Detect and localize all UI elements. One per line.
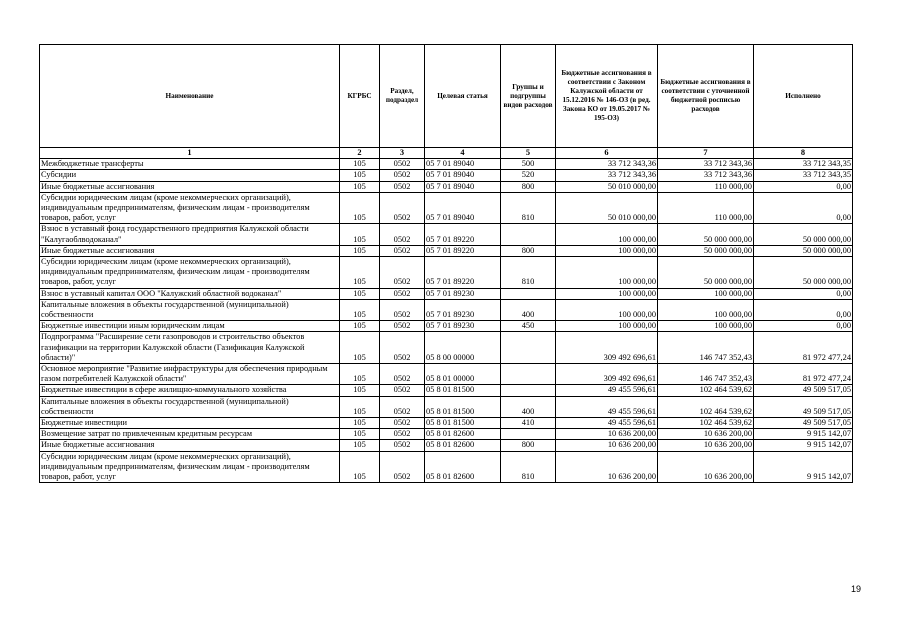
table-row — [40, 170, 853, 181]
row-executed-amount: 50 000 000,00 — [754, 224, 853, 245]
row-law-amount: 49 455 596,61 — [556, 418, 658, 429]
table-row — [40, 418, 853, 429]
row-kgrbs: 105 — [340, 332, 380, 364]
row-name: Взнос в уставный капитал ООО "Калужский областной водоканал" — [40, 288, 340, 299]
row-target-article: 05 7 01 89220 — [425, 257, 501, 289]
row-razdel: 0502 — [380, 299, 425, 320]
row-expense-group — [501, 429, 556, 440]
row-razdel: 0502 — [380, 170, 425, 181]
row-expense-group: 500 — [501, 159, 556, 170]
row-name: Взнос в уставный фонд государственного предприятия Калужской области "Калугаоблводоканал" — [40, 224, 340, 245]
row-name: Субсидии юридическим лицам (кроме некоммерческих организаций), индивидуальным предпринимателям, физическим лицам - производителям товаров, работ, услуг — [40, 451, 340, 483]
table-row — [40, 299, 853, 320]
row-executed-amount: 81 972 477,24 — [754, 364, 853, 385]
row-razdel: 0502 — [380, 224, 425, 245]
row-kgrbs: 105 — [340, 257, 380, 289]
row-razdel: 0502 — [380, 288, 425, 299]
row-law-amount: 100 000,00 — [556, 224, 658, 245]
row-law-amount: 33 712 343,36 — [556, 170, 658, 181]
table-row — [40, 159, 853, 170]
row-executed-amount: 33 712 343,35 — [754, 159, 853, 170]
row-refined-amount: 110 000,00 — [658, 192, 754, 224]
row-target-article: 05 7 01 89220 — [425, 224, 501, 245]
page-number: 19 — [851, 584, 862, 594]
row-expense-group: 800 — [501, 181, 556, 192]
row-target-article: 05 8 00 00000 — [425, 332, 501, 364]
row-razdel: 0502 — [380, 385, 425, 396]
row-razdel: 0502 — [380, 364, 425, 385]
row-expense-group — [501, 332, 556, 364]
row-executed-amount: 49 509 517,05 — [754, 418, 853, 429]
table-row — [40, 321, 853, 332]
row-law-amount: 33 712 343,36 — [556, 159, 658, 170]
row-law-amount: 10 636 200,00 — [556, 429, 658, 440]
row-kgrbs: 105 — [340, 288, 380, 299]
row-law-amount: 309 492 696,61 — [556, 332, 658, 364]
row-kgrbs: 105 — [340, 224, 380, 245]
budget-execution-table — [39, 44, 853, 483]
row-kgrbs: 105 — [340, 451, 380, 483]
row-razdel: 0502 — [380, 440, 425, 451]
table-header-row — [40, 45, 853, 148]
row-refined-amount: 102 464 539,62 — [658, 396, 754, 417]
table-row — [40, 429, 853, 440]
row-executed-amount: 81 972 477,24 — [754, 332, 853, 364]
table-row — [40, 440, 853, 451]
row-target-article: 05 7 01 89040 — [425, 159, 501, 170]
row-expense-group: 410 — [501, 418, 556, 429]
row-name: Бюджетные инвестиции — [40, 418, 340, 429]
row-kgrbs: 105 — [340, 396, 380, 417]
row-target-article: 05 7 01 89230 — [425, 321, 501, 332]
row-name: Возмещение затрат по привлеченным кредитным ресурсам — [40, 429, 340, 440]
row-name: Иные бюджетные ассигнования — [40, 440, 340, 451]
row-refined-amount: 10 636 200,00 — [658, 429, 754, 440]
row-refined-amount: 50 000 000,00 — [658, 245, 754, 256]
row-expense-group: 810 — [501, 192, 556, 224]
column-number: 6 — [556, 148, 658, 159]
row-expense-group — [501, 224, 556, 245]
row-kgrbs: 105 — [340, 429, 380, 440]
row-refined-amount: 146 747 352,43 — [658, 332, 754, 364]
row-expense-group: 400 — [501, 396, 556, 417]
header-razdel: Раздел, подраздел — [380, 45, 425, 148]
row-name: Субсидии юридическим лицам (кроме некоммерческих организаций), индивидуальным предпринимателям, физическим лицам - производителям товаров, работ, услуг — [40, 192, 340, 224]
row-refined-amount: 50 000 000,00 — [658, 224, 754, 245]
row-target-article: 05 7 01 89040 — [425, 170, 501, 181]
row-razdel: 0502 — [380, 396, 425, 417]
row-expense-group: 450 — [501, 321, 556, 332]
row-refined-amount: 146 747 352,43 — [658, 364, 754, 385]
row-refined-amount: 102 464 539,62 — [658, 418, 754, 429]
row-kgrbs: 105 — [340, 245, 380, 256]
column-number: 7 — [658, 148, 754, 159]
row-target-article: 05 7 01 89220 — [425, 245, 501, 256]
row-executed-amount: 9 915 142,07 — [754, 440, 853, 451]
row-refined-amount: 100 000,00 — [658, 321, 754, 332]
table-body — [40, 148, 853, 483]
table-row — [40, 364, 853, 385]
row-expense-group: 800 — [501, 245, 556, 256]
row-kgrbs: 105 — [340, 364, 380, 385]
table-row — [40, 332, 853, 364]
row-refined-amount: 100 000,00 — [658, 288, 754, 299]
row-kgrbs: 105 — [340, 385, 380, 396]
row-expense-group: 520 — [501, 170, 556, 181]
row-razdel: 0502 — [380, 245, 425, 256]
row-law-amount: 100 000,00 — [556, 245, 658, 256]
table-row — [40, 288, 853, 299]
column-number: 1 — [40, 148, 340, 159]
row-executed-amount: 50 000 000,00 — [754, 245, 853, 256]
row-razdel: 0502 — [380, 181, 425, 192]
row-target-article: 05 7 01 89040 — [425, 181, 501, 192]
column-number: 5 — [501, 148, 556, 159]
row-law-amount: 100 000,00 — [556, 299, 658, 320]
row-expense-group — [501, 364, 556, 385]
table-row — [40, 224, 853, 245]
row-target-article: 05 7 01 89230 — [425, 288, 501, 299]
row-kgrbs: 105 — [340, 418, 380, 429]
header-csr: Целевая статья — [425, 45, 501, 148]
table-row — [40, 385, 853, 396]
row-razdel: 0502 — [380, 451, 425, 483]
column-number-row — [40, 148, 853, 159]
row-kgrbs: 105 — [340, 181, 380, 192]
row-executed-amount: 0,00 — [754, 181, 853, 192]
row-refined-amount: 10 636 200,00 — [658, 451, 754, 483]
row-target-article: 05 8 01 82600 — [425, 429, 501, 440]
row-law-amount: 10 636 200,00 — [556, 440, 658, 451]
row-name: Подпрограмма "Расширение сети газопроводов и строительство объектов газификации на территории Калужской области (Газификация Калужской области)" — [40, 332, 340, 364]
row-target-article: 05 8 01 82600 — [425, 451, 501, 483]
row-refined-amount: 33 712 343,36 — [658, 159, 754, 170]
row-razdel: 0502 — [380, 321, 425, 332]
row-refined-amount: 10 636 200,00 — [658, 440, 754, 451]
row-razdel: 0502 — [380, 332, 425, 364]
header-kgrbs: КГРБС — [340, 45, 380, 148]
row-law-amount: 50 010 000,00 — [556, 181, 658, 192]
row-name: Субсидии юридическим лицам (кроме некоммерческих организаций), индивидуальным предпринимателям, физическим лицам - производителям товаров, работ, услуг — [40, 257, 340, 289]
row-law-amount: 50 010 000,00 — [556, 192, 658, 224]
row-law-amount: 100 000,00 — [556, 321, 658, 332]
row-executed-amount: 0,00 — [754, 321, 853, 332]
row-executed-amount: 9 915 142,07 — [754, 451, 853, 483]
table-row — [40, 257, 853, 289]
row-target-article: 05 8 01 82600 — [425, 440, 501, 451]
table-row — [40, 245, 853, 256]
row-refined-amount: 102 464 539,62 — [658, 385, 754, 396]
row-name: Капитальные вложения в объекты государственной (муниципальной) собственности — [40, 396, 340, 417]
row-law-amount: 10 636 200,00 — [556, 451, 658, 483]
row-name: Субсидии — [40, 170, 340, 181]
row-razdel: 0502 — [380, 192, 425, 224]
row-executed-amount: 0,00 — [754, 299, 853, 320]
row-executed-amount: 0,00 — [754, 288, 853, 299]
row-kgrbs: 105 — [340, 159, 380, 170]
column-number: 2 — [340, 148, 380, 159]
row-kgrbs: 105 — [340, 192, 380, 224]
row-kgrbs: 105 — [340, 440, 380, 451]
table-row — [40, 396, 853, 417]
row-expense-group: 810 — [501, 257, 556, 289]
header-refined: Бюджетные ассигнования в соответствии с уточненной бюджетной росписью расходов — [658, 45, 754, 148]
row-name: Межбюджетные трансферты — [40, 159, 340, 170]
row-expense-group: 810 — [501, 451, 556, 483]
row-refined-amount: 100 000,00 — [658, 299, 754, 320]
row-name: Бюджетные инвестиции иным юридическим лицам — [40, 321, 340, 332]
row-target-article: 05 7 01 89040 — [425, 192, 501, 224]
row-executed-amount: 0,00 — [754, 192, 853, 224]
header-law: Бюджетные ассигнования в соответствии с Законом Калужской области от 15.12.2016 № 146-ОЗ (в ред. Закона КО от 19.05.2017 № 195-ОЗ) — [556, 45, 658, 148]
row-executed-amount: 49 509 517,05 — [754, 385, 853, 396]
row-target-article: 05 8 01 81500 — [425, 418, 501, 429]
row-razdel: 0502 — [380, 159, 425, 170]
row-razdel: 0502 — [380, 257, 425, 289]
row-executed-amount: 9 915 142,07 — [754, 429, 853, 440]
row-kgrbs: 105 — [340, 299, 380, 320]
row-name: Капитальные вложения в объекты государственной (муниципальной) собственности — [40, 299, 340, 320]
row-name: Иные бюджетные ассигнования — [40, 181, 340, 192]
row-target-article: 05 8 01 00000 — [425, 364, 501, 385]
column-number: 4 — [425, 148, 501, 159]
row-razdel: 0502 — [380, 418, 425, 429]
row-executed-amount: 50 000 000,00 — [754, 257, 853, 289]
column-number: 8 — [754, 148, 853, 159]
row-law-amount: 100 000,00 — [556, 257, 658, 289]
row-kgrbs: 105 — [340, 321, 380, 332]
row-razdel: 0502 — [380, 429, 425, 440]
row-expense-group — [501, 288, 556, 299]
header-name: Наименование — [40, 45, 340, 148]
header-vr: Группы и подгруппы видов расходов — [501, 45, 556, 148]
row-target-article: 05 8 01 81500 — [425, 396, 501, 417]
row-law-amount: 309 492 696,61 — [556, 364, 658, 385]
row-law-amount: 100 000,00 — [556, 288, 658, 299]
row-target-article: 05 7 01 89230 — [425, 299, 501, 320]
row-name: Иные бюджетные ассигнования — [40, 245, 340, 256]
row-expense-group — [501, 385, 556, 396]
row-name: Бюджетные инвестиции в сфере жилищно-коммунального хозяйства — [40, 385, 340, 396]
row-kgrbs: 105 — [340, 170, 380, 181]
row-law-amount: 49 455 596,61 — [556, 396, 658, 417]
row-refined-amount: 33 712 343,36 — [658, 170, 754, 181]
row-name: Основное мероприятие "Развитие инфраструктуры для обеспечения природным газом потребителей Калужской области" — [40, 364, 340, 385]
row-refined-amount: 110 000,00 — [658, 181, 754, 192]
row-refined-amount: 50 000 000,00 — [658, 257, 754, 289]
header-exec: Исполнено — [754, 45, 853, 148]
table-row — [40, 181, 853, 192]
column-number: 3 — [380, 148, 425, 159]
table-row — [40, 451, 853, 483]
table-row — [40, 192, 853, 224]
row-executed-amount: 49 509 517,05 — [754, 396, 853, 417]
row-law-amount: 49 455 596,61 — [556, 385, 658, 396]
row-expense-group: 800 — [501, 440, 556, 451]
row-executed-amount: 33 712 343,35 — [754, 170, 853, 181]
row-target-article: 05 8 01 81500 — [425, 385, 501, 396]
row-expense-group: 400 — [501, 299, 556, 320]
